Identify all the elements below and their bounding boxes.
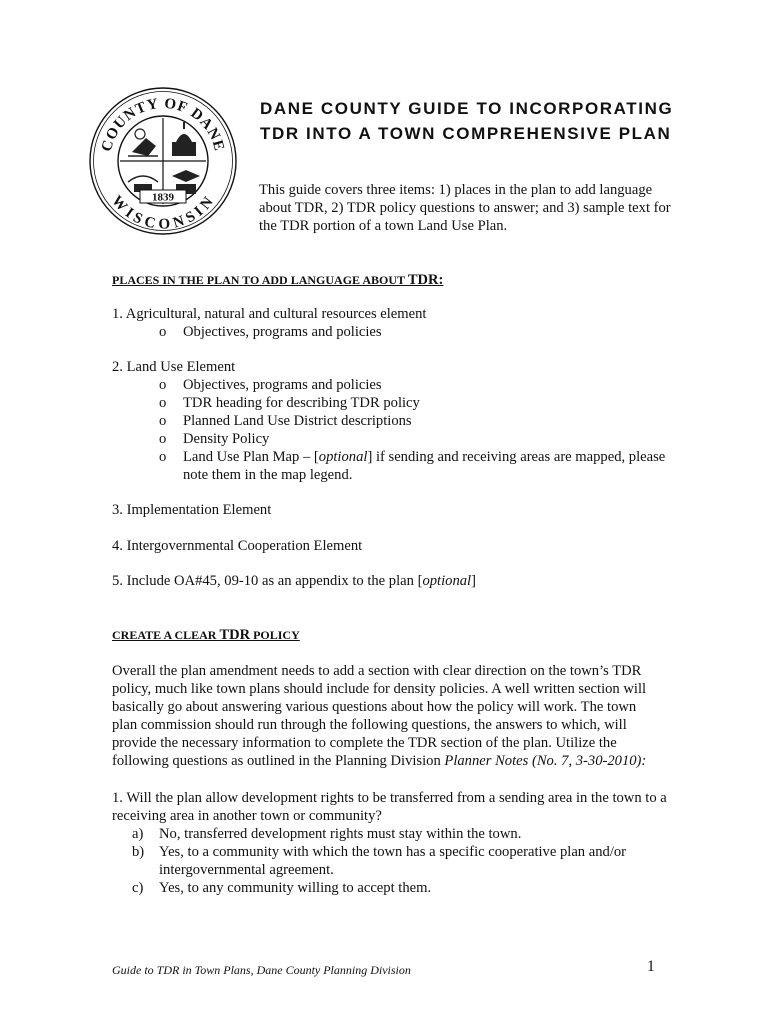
seal-bottom-text: WISCONSIN xyxy=(108,192,218,233)
item-label: 1. Agricultural, natural and cultural resources element xyxy=(112,306,427,322)
item-label: 2. Land Use Element xyxy=(112,359,236,375)
seal-top-text: COUNTY OF DANE xyxy=(98,95,228,154)
seal-year: 1839 xyxy=(152,191,174,204)
title-line-1: DANE COUNTY GUIDE TO INCORPORATING xyxy=(260,99,674,118)
sub-item-map: o Land Use Plan Map – [optional] if sending and receiving areas are mapped, please note them in the map legend. xyxy=(159,449,666,483)
sub-item: o Objectives, programs and policies xyxy=(159,324,382,340)
document-title xyxy=(260,96,673,146)
sub-item: o TDR heading for describing TDR policy xyxy=(159,395,420,411)
section-heading-policy: CREATE A CLEAR TDR POLICY xyxy=(112,627,300,643)
answer-item: c) Yes, to any community willing to accept them. xyxy=(132,880,432,896)
list-item: 5. Include OA#45, 09-10 as an appendix to the plan [optional] xyxy=(112,573,476,589)
question-1 xyxy=(112,789,684,897)
sub-item: o Objectives, programs and policies xyxy=(159,377,382,393)
bullet-icon: o xyxy=(159,413,167,429)
page-footer: Guide to TDR in Town Plans, Dane County Planning Division xyxy=(112,963,411,977)
sub-item: o Density Policy xyxy=(159,431,270,447)
question-text: 1. Will the plan allow development rights to be transferred from a sending area in the town to a receiving area in another town or community? xyxy=(112,790,667,824)
sub-item: o Planned Land Use District descriptions xyxy=(159,413,412,429)
list-item xyxy=(112,305,426,341)
bullet-icon: o xyxy=(159,324,167,340)
bullet-icon: o xyxy=(159,431,167,447)
page-number: 1 xyxy=(647,958,655,975)
policy-paragraph: Overall the plan amendment needs to add a section with clear direction on the town’s TDR policy, much like town plans should include for density policies. A well written section will basically go about answering various questions about how the policy will work. The town plan commission should run through the following questions, the answers to which, will provide the necessary information to complete the TDR section of the plan. Utilize the following questions as outlined in the Planning Division Planner Notes (No. 7, 3-30-2010): xyxy=(112,663,647,769)
bullet-icon: o xyxy=(159,395,167,411)
intro-paragraph: This guide covers three items: 1) places in the plan to add language about TDR, 2) TDR policy questions to answer; and 3) sample text for the TDR portion of a town Land Use Plan. xyxy=(259,182,671,234)
list-item: 4. Intergovernmental Cooperation Element xyxy=(112,538,363,554)
bullet-icon: o xyxy=(159,377,167,393)
list-item: 3. Implementation Element xyxy=(112,502,272,518)
section-heading-places-text: PLACES IN THE PLAN TO ADD LANGUAGE ABOUT xyxy=(112,273,408,287)
list-item xyxy=(112,358,672,484)
title-line-2: TDR INTO A TOWN COMPREHENSIVE PLAN xyxy=(260,124,672,143)
bullet-icon: o xyxy=(159,449,167,465)
section-heading-places-tdr: TDR: xyxy=(407,272,444,288)
answer-item: b) Yes, to a community with which the town has a specific cooperative plan and/or intergovernmental agreement. xyxy=(132,844,627,878)
answer-item: a) No, transferred development rights must stay within the town. xyxy=(132,826,522,842)
section-heading-places xyxy=(112,272,443,289)
county-seal-logo xyxy=(88,86,238,236)
